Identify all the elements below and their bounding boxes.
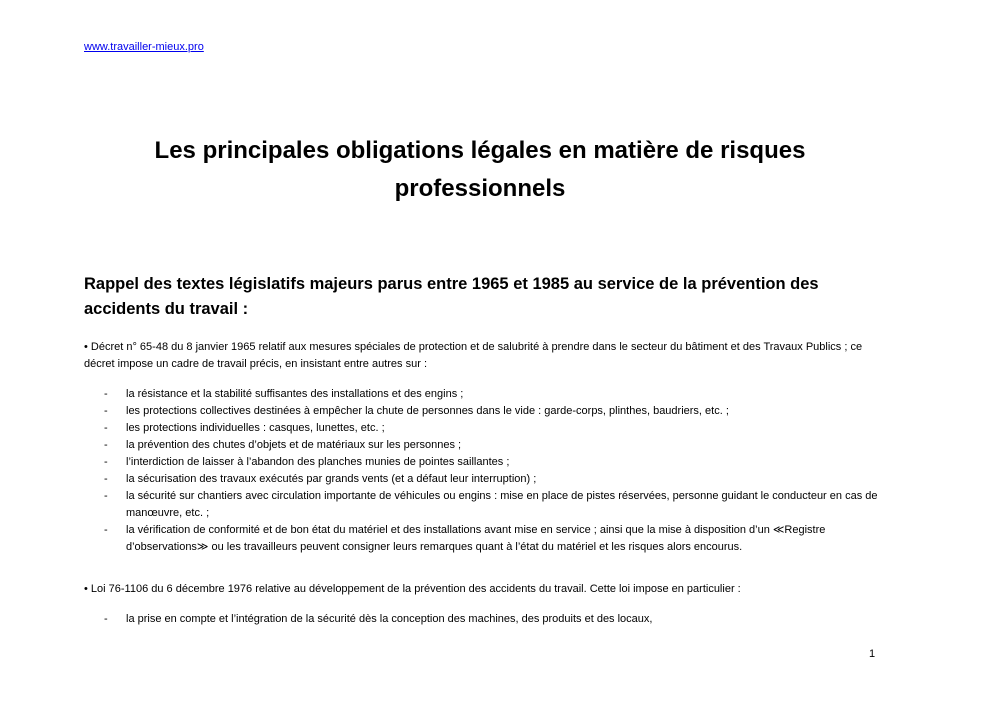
list-dash: - bbox=[104, 473, 108, 485]
document-title-line-2: professionnels bbox=[394, 175, 566, 202]
list-item bbox=[84, 611, 884, 628]
list-item-text: la prévention des chutes d’objets et de matériaux sur les personnes ; bbox=[126, 439, 462, 451]
list-dash: - bbox=[104, 456, 108, 468]
list-dash: - bbox=[104, 439, 108, 451]
decree-paragraph: • Décret n° 65-48 du 8 janvier 1965 relatif aux mesures spéciales de protection et de salubrité à prendre dans le secteur du bâtiment et des Travaux Publics ; ce décret impose un cadre de travail précis, en insistant entre autres sur : bbox=[84, 341, 863, 370]
list-item-text: la sécurité sur chantiers avec circulation importante de véhicules ou engins : mise en place de pistes réservées, personne guidant le conducteur en cas de manœuvre, etc. ; bbox=[126, 490, 878, 519]
list-dash: - bbox=[104, 405, 108, 417]
list-item-text: la prise en compte et l’intégration de la sécurité dès la conception des machines, des produits et des locaux, bbox=[126, 613, 653, 625]
list-item bbox=[84, 386, 884, 403]
list-dash: - bbox=[104, 524, 108, 536]
section-heading: Rappel des textes législatifs majeurs parus entre 1965 et 1985 au service de la prévention des accidents du travail : bbox=[84, 275, 819, 318]
list-item-text: la sécurisation des travaux exécutés par grands vents (et a défaut leur interruption) ; bbox=[126, 473, 537, 485]
decree-obligations-list bbox=[84, 386, 884, 556]
header-site-link[interactable]: www.travailler-mieux.pro bbox=[84, 41, 204, 53]
list-item bbox=[84, 488, 884, 522]
list-dash: - bbox=[104, 388, 108, 400]
list-dash: - bbox=[104, 613, 108, 625]
list-item-text: les protections collectives destinées à empêcher la chute de personnes dans le vide : garde-corps, plinthes, baudriers, etc. ; bbox=[126, 405, 729, 417]
document-title bbox=[120, 132, 840, 208]
list-item-text: la vérification de conformité et de bon état du matériel et des installations avant mise en service ; ainsi que la mise à disposition d’un ≪Registre d’observations≫ ou les travailleurs peuvent consigner leurs remarques quant à l’état du matériel et les risques alors encourus. bbox=[126, 524, 826, 553]
list-item bbox=[84, 454, 884, 471]
list-dash: - bbox=[104, 490, 108, 502]
document-title-line-1: Les principales obligations légales en matière de risques bbox=[154, 137, 806, 164]
list-item-text: la résistance et la stabilité suffisantes des installations et des engins ; bbox=[126, 388, 464, 400]
list-item bbox=[84, 420, 884, 437]
list-item bbox=[84, 522, 884, 556]
law-paragraph: • Loi 76-1106 du 6 décembre 1976 relative au développement de la prévention des accidents du travail. Cette loi impose en particulier : bbox=[84, 583, 741, 595]
list-item-text: les protections individuelles : casques, lunettes, etc. ; bbox=[126, 422, 385, 434]
list-item-text: l’interdiction de laisser à l’abandon des planches munies de pointes saillantes ; bbox=[126, 456, 510, 468]
list-item bbox=[84, 471, 884, 488]
list-item bbox=[84, 403, 884, 420]
list-dash: - bbox=[104, 422, 108, 434]
page-number: 1 bbox=[869, 648, 876, 660]
law-obligations-list bbox=[84, 611, 884, 628]
list-item bbox=[84, 437, 884, 454]
